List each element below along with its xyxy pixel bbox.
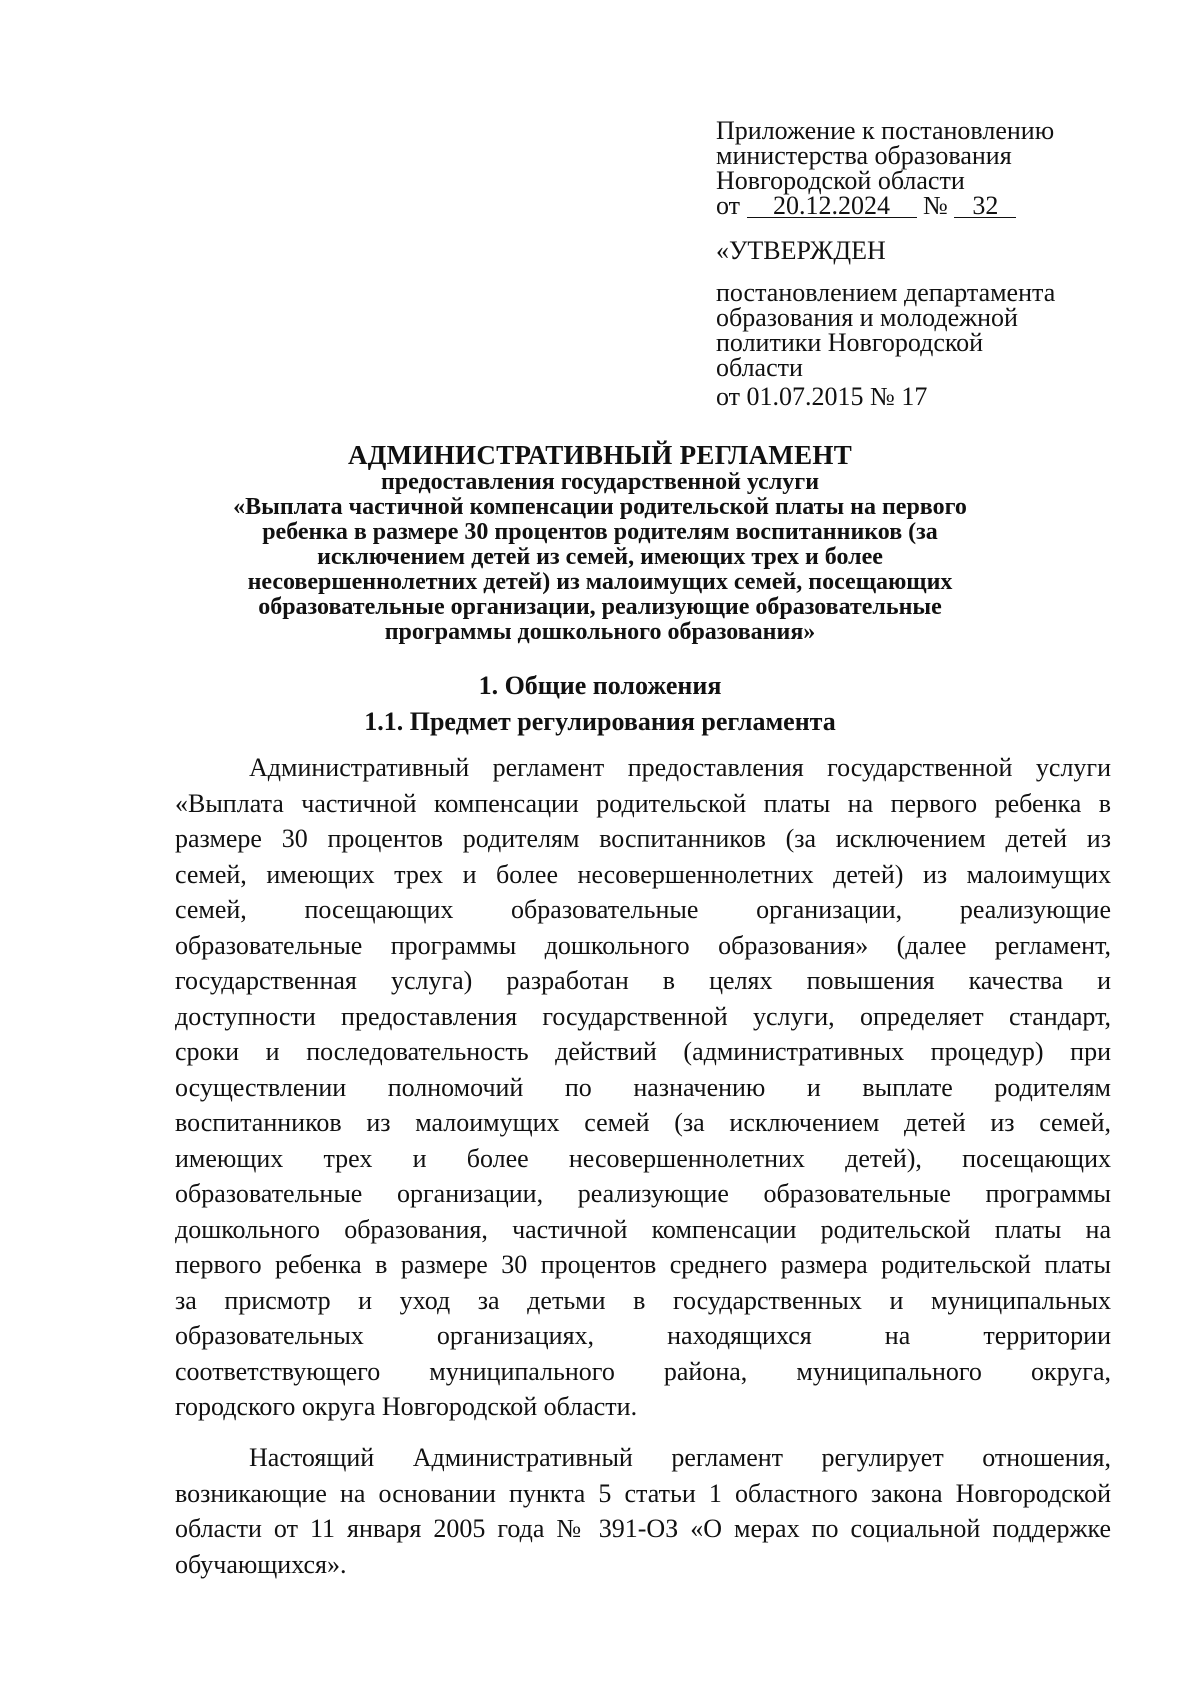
- date-prefix: от: [716, 191, 741, 220]
- section-heading-subject: 1.1. Предмет регулирования регламента: [364, 707, 836, 736]
- title-line: программы дошкольного образования»: [384, 619, 816, 645]
- approval-date-line: от 01.07.2015 № 17: [716, 382, 928, 411]
- paragraph-line: сроки и последовательность действий (административных процедур) при: [175, 1037, 1111, 1066]
- approval-line: политики Новгородской: [716, 328, 984, 357]
- paragraph-line: образовательные программы дошкольного образования» (далее регламент,: [175, 930, 1111, 960]
- title-line: ребенка в размере 30 процентов родителям воспитанников (за: [262, 519, 938, 545]
- appendix-date: 20.12.2024: [747, 195, 917, 218]
- title-line: образовательные организации, реализующие образовательные: [258, 594, 942, 620]
- paragraph-line: за присмотр и уход за детьми в государственных и муниципальных: [175, 1285, 1111, 1315]
- number-sign: №: [923, 191, 948, 220]
- paragraph-line: семей, посещающих образовательные организации, реализующие: [175, 895, 1111, 924]
- paragraph-line: городского округа Новгородской области.: [175, 1392, 638, 1421]
- paragraph-line: государственная услуга) разработан в целях повышения качества и: [175, 966, 1111, 995]
- appendix-line: министерства образования: [716, 141, 1012, 170]
- appendix-line: Новгородской области: [716, 166, 965, 195]
- title-main: АДМИНИСТРАТИВНЫЙ РЕГЛАМЕНТ: [347, 440, 853, 470]
- title-line: исключением детей из семей, имеющих трех и более: [317, 544, 883, 570]
- paragraph-line: первого ребенка в размере 30 процентов среднего размера родительской платы: [175, 1250, 1111, 1279]
- paragraph-line: Административный регламент предоставления государственной услуги: [249, 753, 1111, 782]
- document-title: [170, 440, 1030, 645]
- section-heading-general: 1. Общие положения: [478, 671, 722, 700]
- paragraph-line: размере 30 процентов родителям воспитанников (за исключением детей из: [175, 824, 1111, 853]
- approved-label: «УТВЕРЖДЕН: [716, 236, 886, 265]
- paragraph-line: «Выплата частичной компенсации родительской платы на первого ребенка в: [175, 788, 1111, 818]
- title-line: несовершеннолетних детей) из малоимущих семей, посещающих: [247, 569, 953, 595]
- paragraph-line: семей, имеющих трех и более несовершеннолетних детей) из малоимущих: [175, 859, 1111, 889]
- appendix-line: Приложение к постановлению: [716, 116, 1055, 145]
- approval-line: постановлением департамента: [716, 278, 1056, 307]
- appendix-number: 32: [954, 195, 1016, 218]
- paragraph-line: воспитанников из малоимущих семей (за исключением детей из семей,: [175, 1108, 1111, 1137]
- paragraph-line: осуществлении полномочий по назначению и выплате родителям: [175, 1072, 1111, 1102]
- paragraph-line: образовательных организациях, находящихся на территории: [175, 1321, 1111, 1350]
- paragraph-line: области от 11 января 2005 года № 391-ОЗ «О мерах по социальной поддержке: [175, 1514, 1111, 1543]
- approval-line: области: [716, 353, 803, 382]
- title-line: предоставления государственной услуги: [380, 469, 820, 495]
- paragraph-line: соответствующего муниципального района, муниципального округа,: [175, 1356, 1111, 1386]
- paragraph-line: имеющих трех и более несовершеннолетних детей), посещающих: [175, 1143, 1111, 1173]
- title-line: «Выплата частичной компенсации родительской платы на первого: [233, 494, 967, 520]
- paragraph-line: возникающие на основании пункта 5 статьи 1 областного закона Новгородской: [175, 1478, 1111, 1508]
- appendix-header: [716, 118, 1116, 218]
- title-subtitle: [170, 470, 1030, 645]
- paragraph-line: дошкольного образования, частичной компенсации родительской платы на: [175, 1214, 1111, 1244]
- paragraph-line: доступности предоставления государственной услуги, определяет стандарт,: [175, 1001, 1111, 1031]
- approval-details: [716, 280, 1116, 409]
- approval-line: образования и молодежной: [716, 303, 1018, 332]
- paragraph-2: [175, 1440, 1111, 1582]
- appendix-date-line: [716, 193, 1116, 218]
- paragraph-1: [175, 750, 1111, 1425]
- paragraph-line: Настоящий Административный регламент регулирует отношения,: [249, 1443, 1111, 1472]
- paragraph-line: обучающихся».: [175, 1549, 347, 1579]
- paragraph-line: образовательные организации, реализующие образовательные программы: [175, 1179, 1111, 1208]
